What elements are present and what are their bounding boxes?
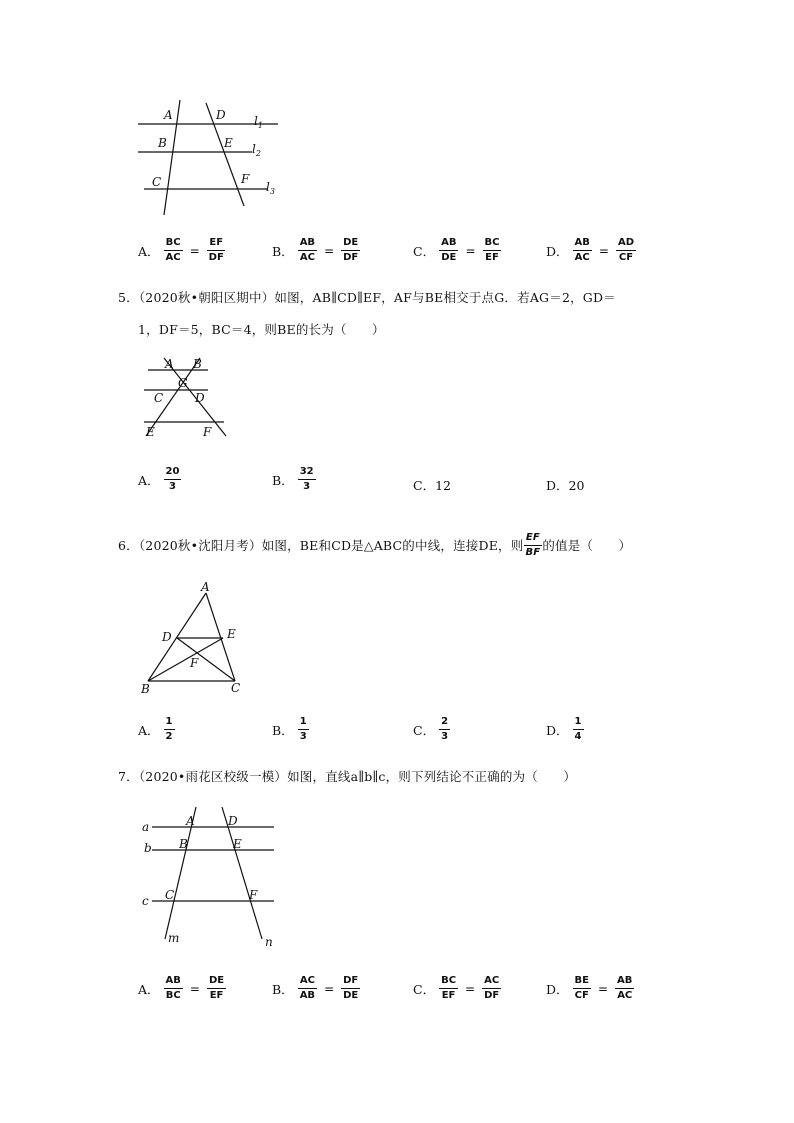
q4-option-b[interactable]: B． $\frac{AB}{AC}$ = $\frac{DE}{DF}$ xyxy=(272,237,359,263)
q5-label-e: E xyxy=(146,425,155,439)
q7-c-left-fraction: $\frac{BC}{EF}$ xyxy=(441,975,457,1001)
q6-triangle-figure xyxy=(135,578,255,698)
q5-question-line2: 1，DF＝5，BC＝4，则BE的长为（ ） xyxy=(138,322,385,337)
q4-a-left-fraction: $\frac{BC}{AC}$ xyxy=(165,237,181,263)
q4-b-left-fraction: $\frac{AB}{AC}$ xyxy=(299,237,316,263)
q4-d-right-fraction: $\frac{AD}{CF}$ xyxy=(617,237,635,263)
q5-option-d[interactable]: D．20 xyxy=(546,478,585,493)
q6-b-fraction: $\frac{1}{3}$ xyxy=(299,716,307,742)
q7-label-b: B xyxy=(179,837,188,851)
q7-question: 7．（2020•雨花区校级一模）如图，直线a∥b∥c，则下列结论不正确的为（ ） xyxy=(118,769,577,784)
q7-a-left-fraction: $\frac{AB}{BC}$ xyxy=(165,975,181,1001)
q6-d-fraction: $\frac{1}{4}$ xyxy=(574,716,582,742)
q4-label-d: D xyxy=(216,108,226,122)
q7-label-e: E xyxy=(233,837,242,851)
q5-label-g: G xyxy=(178,376,188,390)
q4-b-right-fraction: $\frac{DE}{DF}$ xyxy=(343,237,359,263)
q4-figure xyxy=(130,95,290,225)
q6-option-b[interactable]: B． $\frac{1}{3}$ xyxy=(272,716,307,742)
q4-option-d[interactable]: D． $\frac{AB}{AC}$ = $\frac{AD}{CF}$ xyxy=(546,237,635,263)
q4-option-c[interactable]: C． $\frac{AB}{DE}$ = $\frac{BC}{EF}$ xyxy=(413,237,500,263)
q5-label-d: D xyxy=(195,391,205,405)
q6-label-e: E xyxy=(227,627,236,641)
q7-label-b-line: b xyxy=(144,841,152,855)
q4-label-c: C xyxy=(152,175,162,189)
q6-question-fraction: $\frac{EF}{BF}$ xyxy=(525,532,541,558)
q5-b-fraction: $\frac{32}{3}$ xyxy=(299,466,314,492)
q7-label-m: m xyxy=(168,931,180,945)
q6-label-d: D xyxy=(162,630,172,644)
q6-label-f: F xyxy=(190,656,199,670)
q6-label-a: A xyxy=(201,580,210,594)
q5-label-f: F xyxy=(203,425,212,439)
q7-d-left-fraction: $\frac{BE}{CF}$ xyxy=(574,975,589,1001)
q5-question-line1: 5．（2020秋•朝阳区期中）如图，AB∥CD∥EF，AF与BE相交于点G．若AG＝2，GD＝ xyxy=(118,290,616,305)
q5-label-c: C xyxy=(154,391,164,405)
q5-label-b: B xyxy=(193,357,202,371)
q5-figure xyxy=(138,352,238,442)
q6-option-d[interactable]: D． $\frac{1}{4}$ xyxy=(546,716,582,742)
q7-label-c: C xyxy=(165,888,175,902)
q6-option-c[interactable]: C． $\frac{2}{3}$ xyxy=(413,716,449,742)
q4-label-e: E xyxy=(224,136,233,150)
q7-option-c[interactable]: C． $\frac{BC}{EF}$ = $\frac{AC}{DF}$ xyxy=(413,975,500,1001)
q4-label-a: A xyxy=(164,108,173,122)
q4-label-l1: $l_1$ xyxy=(254,114,263,130)
q4-option-a[interactable]: A． $\frac{BC}{AC}$ = $\frac{EF}{DF}$ xyxy=(138,237,224,263)
q5-option-b[interactable]: B． $\frac{32}{3}$ xyxy=(272,466,314,492)
q7-option-d[interactable]: D． $\frac{BE}{CF}$ = $\frac{AB}{AC}$ xyxy=(546,975,633,1001)
q7-option-b[interactable]: B． $\frac{AC}{AB}$ = $\frac{DF}{DE}$ xyxy=(272,975,359,1001)
q6-a-fraction: $\frac{1}{2}$ xyxy=(165,716,173,742)
q4-label-l2: $l_2$ xyxy=(252,142,261,158)
q5-a-fraction: $\frac{20}{3}$ xyxy=(165,466,180,492)
q7-option-a[interactable]: A． $\frac{AB}{BC}$ = $\frac{DE}{EF}$ xyxy=(138,975,225,1001)
q7-a-right-fraction: $\frac{DE}{EF}$ xyxy=(208,975,225,1001)
q4-label-b: B xyxy=(158,136,167,150)
q7-label-f: F xyxy=(249,888,258,902)
q5-option-a[interactable]: A． $\frac{20}{3}$ xyxy=(138,466,180,492)
q4-c-right-fraction: $\frac{BC}{EF}$ xyxy=(484,237,500,263)
q7-label-n: n xyxy=(265,935,273,949)
q4-a-right-fraction: $\frac{EF}{DF}$ xyxy=(208,237,224,263)
q7-b-right-fraction: $\frac{DF}{DE}$ xyxy=(343,975,359,1001)
q6-option-a[interactable]: A． $\frac{1}{2}$ xyxy=(138,716,173,742)
q6-c-fraction: $\frac{2}{3}$ xyxy=(441,716,449,742)
q6-label-c: C xyxy=(231,681,241,695)
q7-c-right-fraction: $\frac{AC}{DF}$ xyxy=(484,975,500,1001)
q6-question: 6．（2020秋•沈阳月考）如图，BE和CD是△ABC的中线，连接DE，则 $\frac{EF}{BF}$ 的值是（ ） xyxy=(118,532,632,558)
q7-b-left-fraction: $\frac{AC}{AB}$ xyxy=(299,975,316,1001)
q7-label-a-line: a xyxy=(142,820,150,834)
q4-c-left-fraction: $\frac{AB}{DE}$ xyxy=(441,237,457,263)
q5-option-c[interactable]: C．12 xyxy=(413,478,451,493)
q7-label-a: A xyxy=(186,814,195,828)
q6-label-b: B xyxy=(141,682,150,696)
q4-label-l3: $l_3$ xyxy=(266,180,275,196)
q7-figure xyxy=(138,805,288,955)
q7-label-c-line: c xyxy=(142,894,149,908)
q4-label-f: F xyxy=(241,172,250,186)
q5-label-a: A xyxy=(165,357,174,371)
q4-d-left-fraction: $\frac{AB}{AC}$ xyxy=(574,237,590,263)
q7-d-right-fraction: $\frac{AB}{AC}$ xyxy=(617,975,633,1001)
q7-label-d: D xyxy=(228,814,238,828)
